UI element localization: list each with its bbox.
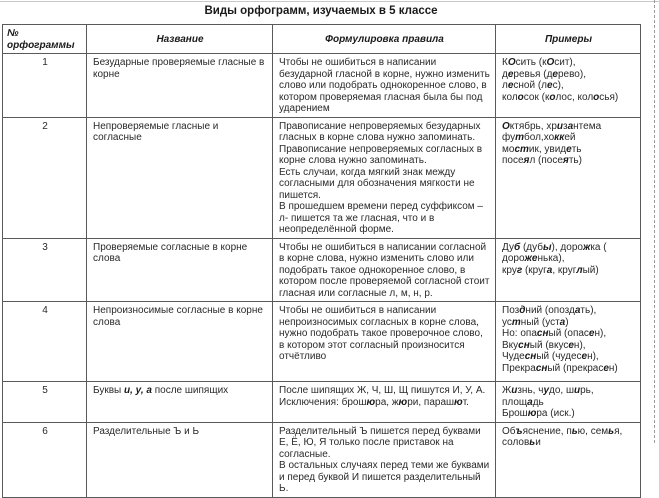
orthogram-number: 6 <box>3 422 87 497</box>
example-line <box>502 80 635 92</box>
rule-text: Правописание непроверяемых безударных гласных в корне слова нужно запоминать. <box>279 120 481 143</box>
highlighted-letter: о <box>517 91 524 103</box>
example-text: сья) <box>599 91 619 103</box>
example-text: Прекра <box>502 362 536 374</box>
example-text: Ж <box>502 385 512 396</box>
example-text: нтема <box>573 120 602 132</box>
example-text: сок (к <box>523 91 550 103</box>
highlighted-letter: ъ <box>515 425 523 437</box>
example-line <box>502 69 635 81</box>
rule-line <box>279 144 490 167</box>
rule-text: Исключения: брош <box>279 396 367 408</box>
orthogram-number: 4 <box>3 302 87 382</box>
example-text: ний (опозд <box>525 305 575 316</box>
orthogram-rule <box>273 382 496 423</box>
example-text: ), доро <box>551 241 583 253</box>
highlighted-letter: а <box>527 396 533 408</box>
example-text: знь, ч <box>517 385 544 396</box>
highlighted-letter: О <box>502 120 510 132</box>
table-header-row <box>3 25 641 54</box>
example-text: ус <box>502 316 512 328</box>
highlighted-letter: а <box>559 316 566 328</box>
rule-text: ри, параш <box>407 396 455 408</box>
highlighted-letter: я <box>562 155 569 166</box>
example-text: К <box>502 57 508 68</box>
example-text: сит), <box>554 57 576 68</box>
example-text: ый) <box>582 264 599 276</box>
example-text: кру <box>502 264 517 276</box>
highlighted-letter: е <box>547 80 553 91</box>
header-examples: Примеры <box>496 25 641 54</box>
example-line <box>502 132 635 144</box>
example-text: ка ( <box>590 241 607 253</box>
example-text: л <box>502 80 508 91</box>
example-text: сной (л <box>513 80 548 91</box>
example-text: Поз <box>502 305 520 316</box>
highlighted-letter: ю <box>366 396 376 408</box>
example-text: Вку <box>502 339 519 351</box>
name-text: после шипящих <box>151 385 229 396</box>
orthogram-number: 1 <box>3 54 87 118</box>
example-line <box>502 340 635 352</box>
example-line <box>502 144 635 156</box>
rule-line <box>279 397 490 409</box>
highlighted-letter: сн <box>518 339 530 351</box>
highlighted-letter: сн <box>524 351 537 362</box>
orthogram-examples <box>496 422 641 497</box>
example-line <box>502 385 635 408</box>
highlighted-letter: а <box>546 264 553 276</box>
example-text: нька), <box>537 253 565 264</box>
document-title: Виды орфограмм, изучаемых в 5 классе <box>204 5 438 17</box>
example-text: н) <box>608 362 618 374</box>
example-text: ) <box>565 316 569 328</box>
highlighted-letter: е <box>552 68 558 80</box>
example-text: лос, кол <box>555 91 594 103</box>
example-text: дь <box>532 396 544 408</box>
example-text: ный (уст <box>520 316 560 328</box>
name-text: Буквы <box>93 385 124 396</box>
rule-line <box>279 460 490 495</box>
example-text: ктябрь, хр <box>509 120 557 132</box>
rule-text: Чтобы не ошибиться в написании безударной гласной в корне, нужно изменить слово или подобрать однокоренное слово, в котором проверяемая гласная была бы под ударением <box>279 57 490 114</box>
highlighted-letter: е <box>531 253 538 264</box>
highlighted-letter: ж <box>524 253 532 264</box>
example-line <box>502 426 635 438</box>
highlighted-letter: сн <box>535 362 548 374</box>
rule-text: т. <box>462 396 469 408</box>
orthogram-examples <box>496 382 641 423</box>
orthogram-rule <box>273 238 496 302</box>
highlighted-letter: я <box>523 155 530 166</box>
highlighted-letter: а <box>574 305 581 316</box>
example-text: рь, площ <box>502 385 594 408</box>
highlighted-letter: о <box>549 91 556 103</box>
rule-text: В остальных случаях перед теми же буквами и перед буквой И пишется разделительный Ь. <box>279 460 490 494</box>
table-row <box>3 422 641 497</box>
example-text: ра (иск.) <box>536 408 575 419</box>
orthogram-examples <box>496 238 641 302</box>
rule-line <box>279 57 490 115</box>
orthogram-name <box>87 117 273 238</box>
example-text: доро <box>502 253 525 264</box>
highlighted-letter: ы <box>543 241 552 253</box>
name-text: Разделительные Ъ и Ь <box>93 425 200 437</box>
highlighted-letter: а <box>567 120 574 132</box>
example-text: фу <box>502 132 516 143</box>
orthogram-rule <box>273 54 496 118</box>
rule-text: В прошедшем времени перед суффиксом –л- пишется та же гласная, что и в неопределённой форме. <box>279 201 483 235</box>
example-line <box>502 351 635 363</box>
example-line <box>502 265 635 277</box>
highlighted-letter: ст <box>514 143 529 155</box>
orthogram-name <box>87 238 273 302</box>
highlighted-letter: ь <box>571 425 578 437</box>
rule-line <box>279 242 490 300</box>
highlighted-letter: ь <box>608 425 615 437</box>
example-line <box>502 155 635 167</box>
table-row <box>3 382 641 423</box>
highlighted-letter: е <box>507 80 514 91</box>
example-text: , круг <box>552 264 577 276</box>
example-text: Ду <box>502 241 514 253</box>
rule-line <box>279 201 490 236</box>
example-text: ревья (д <box>513 68 553 80</box>
header-name: Название <box>87 25 273 54</box>
table-row <box>3 54 641 118</box>
orthogram-rule <box>273 117 496 238</box>
example-text: ть), <box>580 305 597 316</box>
example-line <box>502 305 635 317</box>
example-text: ю, сем <box>577 425 609 437</box>
example-text: бол,хо <box>524 132 555 143</box>
header-number: № орфограммы <box>3 25 87 54</box>
example-text: з <box>563 120 568 132</box>
orthogram-number: 3 <box>3 238 87 302</box>
rule-text: Правописание непроверяемых согласных в корне слова нужно запоминать. <box>279 143 483 166</box>
example-text: до, ш <box>549 385 574 396</box>
example-text: Но: опа <box>502 328 537 339</box>
example-text: ый (прекрас <box>547 362 604 374</box>
example-text: Чуде <box>502 351 525 362</box>
highlighted-letter: е <box>603 362 609 374</box>
orthogram-number: 2 <box>3 117 87 238</box>
table-row <box>3 117 641 238</box>
highlighted-letter: ю <box>527 408 537 419</box>
name-text: Безударные проверяемые гласные в корне <box>93 57 265 80</box>
header-rule: Формулировка правила <box>273 25 496 54</box>
example-text: ый (вкус <box>529 339 569 351</box>
highlighted-letter: сн <box>536 328 549 339</box>
orthogram-name <box>87 422 273 497</box>
rule-text: Разделительный Ъ пишется перед буквами Е, Ё, Ю, Я только после приставок на согласные. <box>279 425 481 460</box>
highlighted-letter: О <box>546 57 555 68</box>
orthogram-rule <box>273 422 496 497</box>
highlighted-letter: ж <box>582 241 591 253</box>
highlighted-letter: и <box>573 385 581 396</box>
example-text: ей <box>564 132 576 143</box>
example-text: с), <box>552 80 564 91</box>
highlighted-letter: е <box>568 339 574 351</box>
highlighted-letter: кк <box>554 132 565 143</box>
example-line <box>502 57 635 69</box>
highlighted-letter: е <box>581 351 588 362</box>
highlighted-letter: л <box>576 264 583 276</box>
example-text: н), <box>587 351 599 362</box>
example-text: кол <box>502 91 518 103</box>
example-text: ый (опас <box>548 328 589 339</box>
example-text: сить (к <box>515 57 547 68</box>
example-line <box>502 328 635 340</box>
highlighted-letter: г <box>516 264 523 276</box>
highlighted-letter: б <box>514 241 521 253</box>
example-text: я, <box>614 425 623 437</box>
highlighted-letter: и, у, а <box>124 385 152 396</box>
page-top-border <box>0 1 659 2</box>
highlighted-letter: ю <box>398 396 408 408</box>
highlighted-letter: у <box>543 385 549 396</box>
rule-text: После шипящих Ж, Ч, Ш, Щ пишутся И, У, А. <box>279 385 486 396</box>
example-text: и <box>535 437 541 448</box>
example-line <box>502 363 635 375</box>
table-row <box>3 238 641 302</box>
highlighted-letter: О <box>507 57 516 68</box>
example-text: д <box>502 68 508 80</box>
name-text: Непроверяемые гласные и согласные <box>93 120 219 143</box>
example-text: солов <box>502 437 530 448</box>
example-text: мо <box>502 143 515 155</box>
example-line <box>502 121 635 133</box>
example-line <box>502 92 635 104</box>
example-line <box>502 317 635 329</box>
example-text: л (посе <box>529 155 563 166</box>
orthogram-examples <box>496 54 641 118</box>
example-text: (круг <box>522 264 547 276</box>
orthogram-examples <box>496 117 641 238</box>
orthogram-number: 5 <box>3 382 87 423</box>
highlighted-letter: и <box>556 120 563 132</box>
example-line <box>502 253 635 265</box>
highlighted-letter: ь <box>529 437 536 448</box>
highlighted-letter: е <box>588 328 595 339</box>
example-text: Брош <box>502 408 528 419</box>
orthogram-table <box>2 24 641 498</box>
example-text: ть) <box>568 155 582 166</box>
example-line <box>502 408 635 420</box>
highlighted-letter: т <box>511 316 521 328</box>
page-right-dashed-border <box>654 0 655 443</box>
highlighted-letter: о <box>593 91 600 103</box>
rule-line <box>279 167 490 202</box>
rule-text: ра, ж <box>375 396 399 408</box>
rule-line <box>279 305 490 363</box>
example-text: (дуб <box>520 241 543 253</box>
rule-text: Чтобы не ошибиться в написании непроизносимых согласных в корне слова, нужно подобрать такое проверочное слово, в котором этот согласный произносится отчётливо <box>279 305 483 362</box>
rule-line <box>279 121 490 144</box>
orthogram-rule <box>273 302 496 382</box>
example-text: рево), <box>557 68 586 80</box>
highlighted-letter: д <box>519 305 526 316</box>
orthogram-name <box>87 54 273 118</box>
name-text: Проверяемые согласные в корне слова <box>93 241 248 264</box>
example-text: ик, увид <box>528 143 567 155</box>
rule-text: Есть случаи, когда мягкий знак между согласными для обозначения мягкости не пишется. <box>279 166 475 201</box>
example-text: ть <box>571 143 582 155</box>
highlighted-letter: и <box>511 385 518 396</box>
example-text: н), <box>594 328 607 339</box>
rule-text: Чтобы не ошибиться в написании согласной в корне слова, нужно изменить слово или подобрать такое однокоренное слово, в котором после проверяемой согласной стоит гласная или согласные л, м, н, р. <box>279 241 490 299</box>
highlighted-letter: т <box>515 132 525 143</box>
orthogram-examples <box>496 302 641 382</box>
orthogram-name <box>87 302 273 382</box>
example-text: посе <box>502 155 524 166</box>
example-text: яснение, п <box>522 425 572 437</box>
example-text: Об <box>502 425 516 437</box>
example-text: ый (чудес <box>536 351 582 362</box>
rule-line <box>279 385 490 397</box>
example-text: н), <box>573 339 586 351</box>
highlighted-letter: ю <box>454 396 463 408</box>
example-line <box>502 242 635 254</box>
orthogram-name <box>87 382 273 423</box>
name-text: Непроизносимые согласные в корне слова <box>93 305 263 328</box>
table-row <box>3 302 641 382</box>
highlighted-letter: е <box>507 68 514 80</box>
highlighted-letter: е <box>566 143 572 155</box>
